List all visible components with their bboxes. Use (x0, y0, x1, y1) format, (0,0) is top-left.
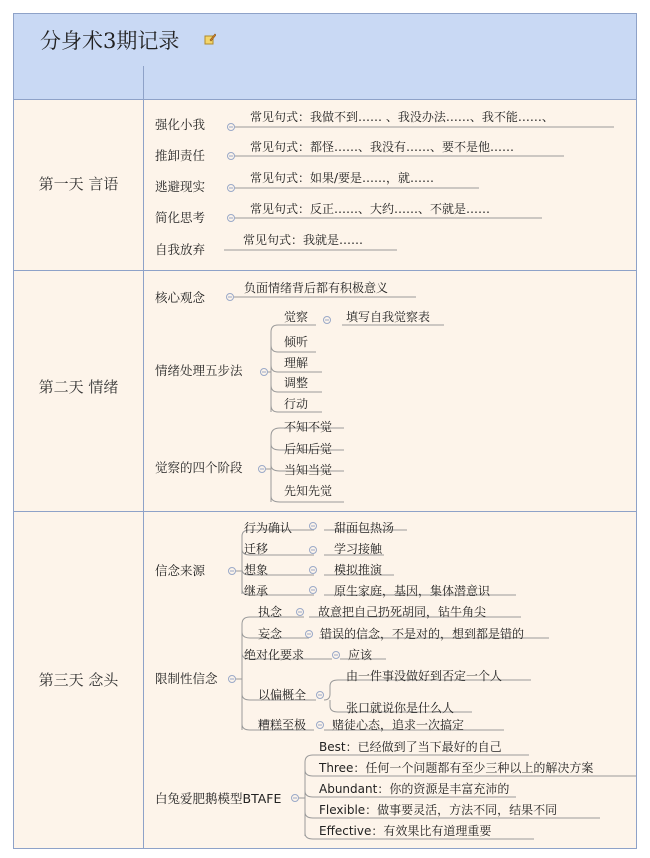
node-detail[interactable]: 原生家庭，基因，集体潜意识 (334, 584, 491, 598)
node-detail[interactable]: 由一件事没做好到否定一个人 (346, 669, 503, 683)
step-item[interactable]: 行动 (284, 397, 309, 411)
step-item[interactable]: 倾听 (284, 335, 309, 349)
btafe-item[interactable]: Flexible：做事要灵活，方法不同，结果不同 (319, 803, 558, 817)
node-detail[interactable]: 填写自我觉察表 (346, 310, 431, 324)
node-detail[interactable]: 故意把自己扔死胡同，钻牛角尖 (318, 605, 487, 619)
node-category[interactable]: 逃避现实 (155, 179, 206, 194)
node-detail[interactable]: 错误的信念，不是对的，想到都是错的 (320, 627, 525, 641)
stage-item[interactable]: 不知不觉 (284, 420, 333, 434)
node-category[interactable]: 简化思考 (155, 210, 206, 225)
node-category[interactable]: 强化小我 (155, 117, 206, 132)
limit-item[interactable]: 执念 (258, 605, 283, 619)
day-label: 第三天 念头 (38, 671, 119, 689)
step-item[interactable]: 觉察 (284, 310, 309, 324)
limit-item[interactable]: 以偏概全 (258, 688, 307, 702)
step-item[interactable]: 理解 (284, 356, 309, 370)
btafe-item[interactable]: Best：已经做到了当下最好的自己 (319, 740, 502, 754)
stage-item[interactable]: 当知当觉 (284, 463, 333, 477)
btafe-item[interactable]: Abundant：你的资源是丰富充沛的 (319, 782, 510, 796)
source-item[interactable]: 继承 (244, 584, 269, 598)
node-detail[interactable]: 模拟推演 (334, 563, 383, 577)
node-detail[interactable]: 常见句式：都怪……、我没有……、要不是他…… (250, 140, 515, 154)
node-category[interactable]: 白兔爱肥鹅模型BTAFE (155, 791, 282, 806)
sheet-title: 分身术3期记录 (40, 29, 180, 53)
btafe-item[interactable]: Three：任何一个问题都有至少三种以上的解决方案 (319, 761, 594, 775)
stage-item[interactable]: 后知后觉 (284, 442, 333, 456)
node-detail[interactable]: 常见句式：我做不到…… 、我没办法……、我不能……、 (250, 110, 554, 124)
node-detail[interactable]: 赌徒心态，追求一次搞定 (332, 718, 465, 732)
btafe-item[interactable]: Effective：有效果比有道理重要 (319, 824, 492, 838)
node-category[interactable]: 情绪处理五步法 (155, 363, 243, 378)
source-item[interactable]: 行为确认 (244, 521, 293, 535)
node-category[interactable]: 核心观念 (155, 290, 206, 305)
node-category[interactable]: 自我放弃 (155, 242, 206, 257)
mindmap-sheet (13, 13, 637, 849)
day-label: 第一天 言语 (38, 175, 119, 193)
node-detail[interactable]: 学习接触 (334, 542, 383, 556)
limit-item[interactable]: 妄念 (258, 627, 283, 641)
node-detail[interactable]: 应该 (348, 648, 373, 662)
node-detail[interactable]: 常见句式：如果/要是……，就…… (250, 171, 435, 185)
node-category[interactable]: 推卸责任 (155, 148, 206, 163)
node-detail[interactable]: 负面情绪背后都有积极意义 (244, 281, 389, 295)
node-detail[interactable]: 甜面包热汤 (334, 521, 395, 535)
node-category[interactable]: 限制性信念 (155, 671, 218, 686)
node-category[interactable]: 觉察的四个阶段 (155, 460, 243, 475)
node-category[interactable]: 信念来源 (155, 563, 206, 578)
step-item[interactable]: 调整 (284, 376, 309, 390)
node-detail[interactable]: 常见句式：反正……、大约……、不就是…… (250, 202, 491, 216)
day-label: 第二天 情绪 (38, 378, 119, 396)
node-detail[interactable]: 常见句式：我就是…… (243, 233, 364, 247)
stage-item[interactable]: 先知先觉 (284, 484, 333, 498)
limit-item[interactable]: 糟糕至极 (258, 718, 307, 732)
node-detail[interactable]: 张口就说你是什么人 (346, 701, 455, 715)
source-item[interactable]: 迁移 (244, 542, 269, 556)
source-item[interactable]: 想象 (244, 563, 269, 577)
limit-item[interactable]: 绝对化要求 (244, 648, 305, 662)
